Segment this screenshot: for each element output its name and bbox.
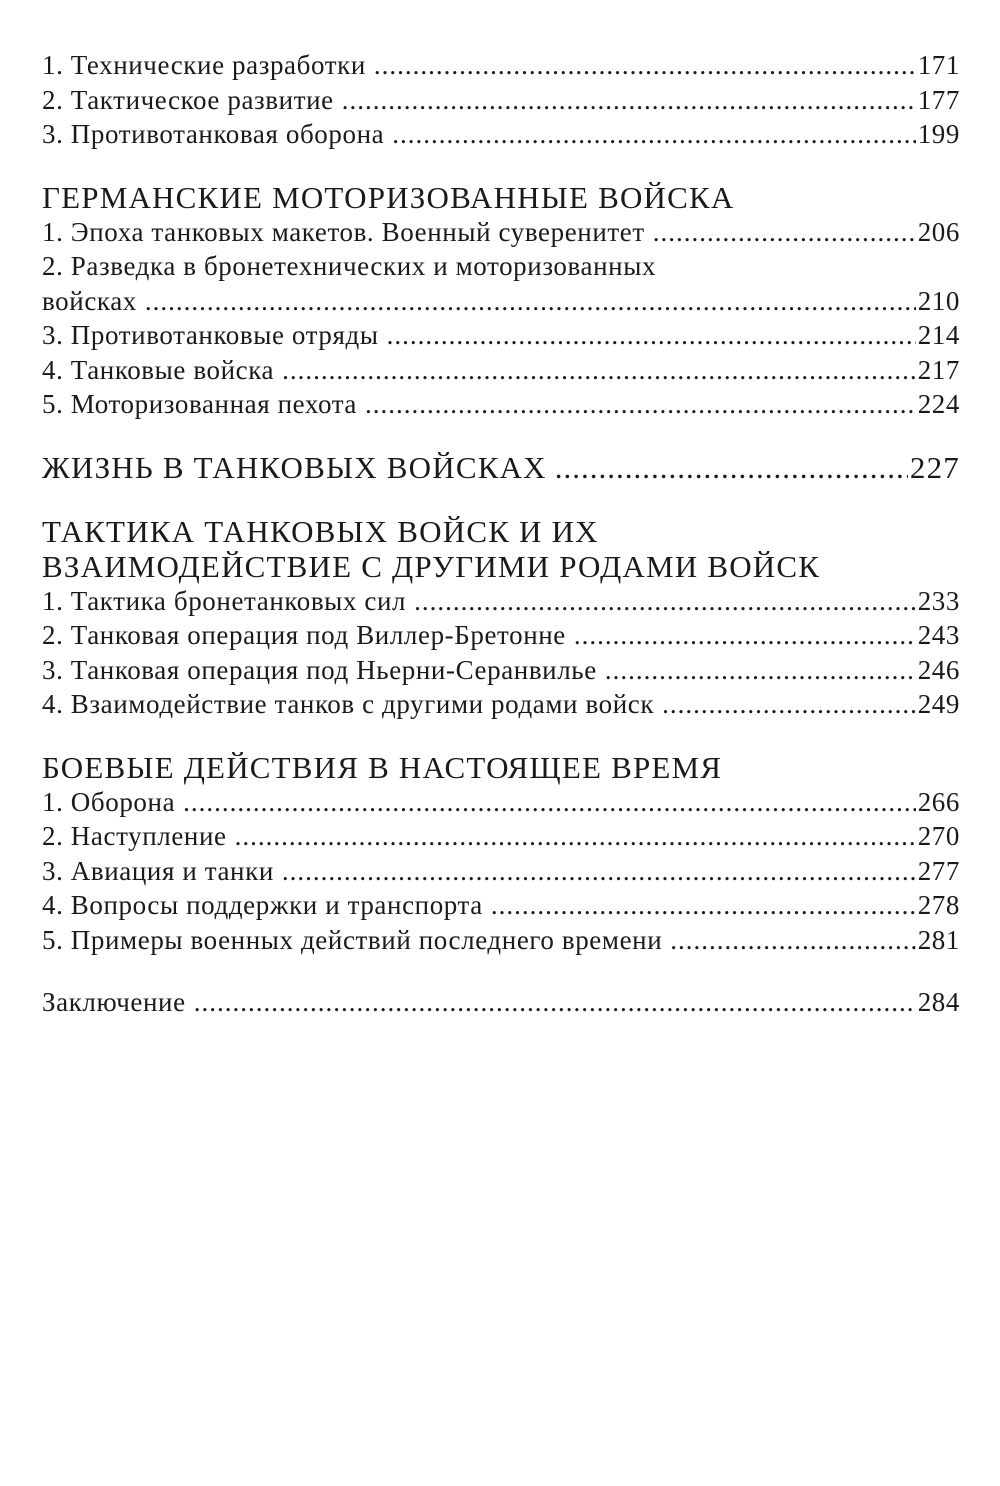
toc-entry-label: 1. Эпоха танковых макетов. Военный суверенитет bbox=[42, 216, 645, 247]
dot-leader bbox=[491, 888, 916, 923]
toc-section bbox=[42, 750, 960, 958]
toc-entry-conclusion[interactable] bbox=[42, 985, 960, 1020]
dot-leader bbox=[342, 83, 916, 118]
table-of-contents bbox=[42, 48, 960, 1020]
toc-entry-page: 270 bbox=[917, 821, 960, 851]
toc-entry-label: 1. Тактика бронетанковых сил bbox=[42, 585, 407, 616]
toc-entry-page: 227 bbox=[909, 449, 960, 485]
toc-entry-label: 3. Танковая операция под Ньерни-Серанвилье bbox=[42, 654, 597, 685]
toc-entry-page: 210 bbox=[917, 285, 960, 316]
dot-leader bbox=[145, 284, 916, 319]
dot-leader bbox=[414, 584, 916, 619]
dot-leader bbox=[282, 854, 916, 889]
toc-entry-label: 5. Моторизованная пехота bbox=[42, 389, 358, 419]
toc-entry-label: 4. Взаимодействие танков с другими родами войск bbox=[42, 689, 655, 719]
toc-entry[interactable] bbox=[42, 318, 960, 353]
toc-entry-page: 214 bbox=[917, 320, 960, 350]
toc-entry[interactable] bbox=[42, 819, 960, 854]
dot-leader bbox=[670, 923, 915, 958]
toc-entry[interactable] bbox=[42, 923, 960, 958]
toc-entry[interactable] bbox=[42, 48, 960, 83]
dot-leader bbox=[282, 353, 916, 388]
section-heading: ГЕРМАНСКИЕ МОТОРИЗОВАННЫЕ ВОЙСКА bbox=[42, 179, 735, 215]
dot-leader bbox=[653, 215, 916, 250]
toc-entry-page: 266 bbox=[917, 786, 960, 817]
toc-section bbox=[42, 985, 960, 1020]
toc-entry-page: 277 bbox=[917, 855, 960, 886]
toc-entry[interactable] bbox=[42, 854, 960, 889]
toc-entry[interactable] bbox=[42, 687, 960, 722]
section-heading-line1: ТАКТИКА ТАНКОВЫХ ВОЙСК И ИХ bbox=[42, 513, 599, 549]
toc-entry-label-line1[interactable]: 2. Разведка в бронетехнических и моторизованных bbox=[42, 251, 657, 281]
toc-entry-page: 246 bbox=[917, 654, 960, 685]
toc-entry[interactable] bbox=[42, 888, 960, 923]
toc-entry-page: 177 bbox=[917, 84, 960, 115]
toc-entry[interactable] bbox=[42, 618, 960, 653]
toc-entry[interactable] bbox=[42, 353, 960, 388]
toc-entry-page: 199 bbox=[917, 119, 960, 149]
toc-entry-label: 3. Авиация и танки bbox=[42, 855, 274, 886]
dot-leader bbox=[392, 117, 915, 152]
toc-entry-label: 1. Технические разработки bbox=[42, 50, 366, 80]
toc-entry-label: 2. Танковая операция под Виллер-Бретонне bbox=[42, 620, 566, 650]
toc-entry[interactable] bbox=[42, 584, 960, 619]
dot-leader bbox=[194, 985, 916, 1020]
section-heading: ЖИЗНЬ В ТАНКОВЫХ ВОЙСКАХ bbox=[42, 449, 547, 485]
section-heading: БОЕВЫЕ ДЕЙСТВИЯ В НАСТОЯЩЕЕ ВРЕМЯ bbox=[42, 749, 723, 785]
toc-entry-page: 278 bbox=[917, 890, 960, 920]
toc-entry[interactable] bbox=[42, 785, 960, 820]
toc-entry-page: 217 bbox=[917, 354, 960, 385]
toc-entry-page: 206 bbox=[917, 216, 960, 247]
dot-leader bbox=[365, 387, 916, 422]
dot-leader bbox=[183, 785, 916, 820]
toc-section bbox=[42, 48, 960, 152]
dot-leader bbox=[662, 687, 916, 722]
toc-entry-page: 249 bbox=[917, 689, 960, 719]
toc-entry[interactable] bbox=[42, 117, 960, 152]
toc-entry-label: 4. Вопросы поддержки и транспорта bbox=[42, 890, 483, 920]
section-heading-line2: ВЗАИМОДЕЙСТВИЕ С ДРУГИМИ РОДАМИ ВОЙСК bbox=[42, 548, 821, 584]
toc-entry-label: 3. Противотанковые отряды bbox=[42, 320, 379, 350]
toc-entry-page: 284 bbox=[917, 987, 960, 1017]
toc-entry[interactable] bbox=[42, 387, 960, 422]
toc-entry-page: 233 bbox=[917, 585, 960, 616]
toc-entry-label: 2. Тактическое развитие bbox=[42, 84, 334, 115]
toc-entry[interactable] bbox=[42, 215, 960, 250]
toc-heading-entry[interactable] bbox=[42, 450, 960, 486]
dot-leader bbox=[387, 318, 916, 353]
dot-leader bbox=[574, 618, 916, 653]
toc-entry-label: 1. Оборона bbox=[42, 786, 176, 817]
dot-leader bbox=[605, 653, 916, 688]
toc-section bbox=[42, 514, 960, 722]
toc-entry-page: 224 bbox=[917, 389, 960, 419]
toc-entry[interactable] bbox=[42, 83, 960, 118]
toc-entry-label: войсках bbox=[42, 285, 137, 316]
toc-entry[interactable] bbox=[42, 653, 960, 688]
toc-section bbox=[42, 180, 960, 422]
dot-leader bbox=[555, 450, 908, 486]
toc-entry-page: 243 bbox=[917, 620, 960, 650]
toc-entry-label: 2. Наступление bbox=[42, 821, 227, 851]
toc-entry-label: 4. Танковые войска bbox=[42, 354, 275, 385]
toc-entry-label: 5. Примеры военных действий последнего времени bbox=[42, 924, 663, 955]
toc-entry-label: Заключение bbox=[42, 987, 186, 1017]
toc-entry[interactable] bbox=[42, 284, 960, 319]
toc-entry-page: 171 bbox=[917, 50, 960, 80]
dot-leader bbox=[374, 48, 916, 83]
dot-leader bbox=[235, 819, 916, 854]
toc-entry-label: 3. Противотанковая оборона bbox=[42, 119, 385, 149]
toc-section bbox=[42, 450, 960, 486]
toc-entry-page: 281 bbox=[917, 924, 960, 955]
